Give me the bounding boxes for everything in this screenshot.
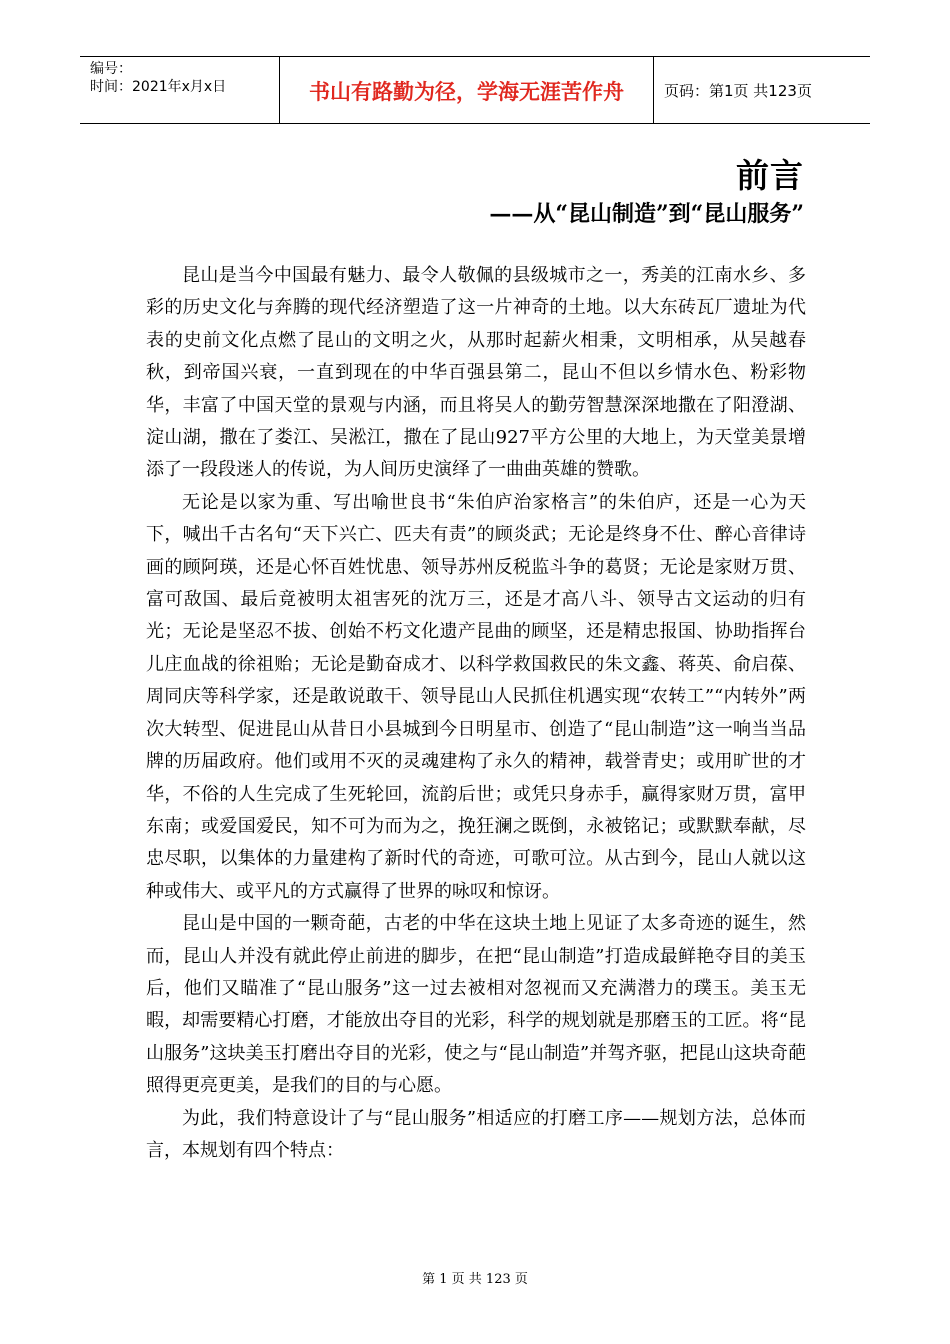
page-footer: 第 1 页 共 123 页 [422,1272,528,1287]
page-title: 前言 [736,156,804,195]
paragraph: 为此，我们特意设计了与“昆山服务”相适应的打磨工序——规划方法，总体而言，本规划有四个特点： [146,1107,806,1161]
header-page-info: 页码：第1页 共123页 [664,82,812,100]
page-header [80,56,870,124]
paragraph: 无论是以家为重、写出喻世良书“朱伯庐治家格言”的朱伯庐，还是一心为天下，喊出千古名句“天下兴亡、匹夫有责”的顾炎武；无论是终身不仕、醉心音律诗画的顾阿瑛，还是心怀百姓忧患、领导苏州反税监斗争的葛贤；无论是家财万贯、富可敌国、最后竟被明太祖害死的沈万三，还是才高八斗、领导古文运动的归有光；无论是坚忍不拔、创始不朽文化遗产昆曲的顾坚，还是精忠报国、协助指挥台儿庄血战的徐祖贻；无论是勤奋成才、以科学救国救民的朱文鑫、蒋英、俞启葆、周同庆等科学家，还是敢说敢干、领导昆山人民抓住机遇实现“农转工”“内转外”两次大转型、促进昆山从昔日小县城到今日明星市、创造了“昆山制造”这一响当当品牌的历届政府。他们或用不灭的灵魂建构了永久的精神，载誉青史；或用旷世的才华，不俗的人生完成了生死轮回，流韵后世；或凭只身赤手，赢得家财万贯，富甲东南；或爱国爱民，知不可为而为之，挽狂澜之既倒，永被铭记；或默默奉献，尽忠尽职，以集体的力量建构了新时代的奇迹，可歌可泣。从古到今，昆山人就以这种或伟大、或平凡的方式赢得了世界的咏叹和惊讶。 [146,491,806,902]
body-text [146,260,806,1167]
document-date: 时间：2021年x月x日 [90,79,227,95]
header-motto: 书山有路勤为径，学海无涯苦作舟 [280,57,654,124]
document-number-label: 编号： [90,61,132,77]
page-subtitle: ——从“昆山制造”到“昆山服务” [489,201,804,227]
paragraph: 昆山是当今中国最有魅力、最令人敬佩的县级城市之一，秀美的江南水乡、多彩的历史文化与奔腾的现代经济塑造了这一片神奇的土地。以大东砖瓦厂遗址为代表的史前文化点燃了昆山的文明之火，从那时起薪火相秉，文明相承，从吴越春秋，到帝国兴衰，一直到现在的中华百强县第二，昆山不但以乡情水色、粉彩物华，丰富了中国天堂的景观与内涵，而且将吴人的勤劳智慧深深地撒在了阳澄湖、淀山湖，撒在了娄江、吴淞江，撒在了昆山927平方公里的大地上，为天堂美景增添了一段段迷人的传说，为人间历史演绎了一曲曲英雄的赞歌。 [146,265,806,481]
header-meta [80,57,280,124]
paragraph: 昆山是中国的一颗奇葩，古老的中华在这块土地上见证了太多奇迹的诞生，然而，昆山人并没有就此停止前进的脚步，在把“昆山制造”打造成最鲜艳夺目的美玉后，他们又瞄准了“昆山服务”这一过去被相对忽视而又充满潜力的璞玉。美玉无暇，却需要精心打磨，才能放出夺目的光彩，科学的规划就是那磨玉的工匠。将“昆山服务”这块美玉打磨出夺目的光彩，使之与“昆山制造”并驾齐驱，把昆山这块奇葩照得更亮更美，是我们的目的与心愿。 [146,913,806,1097]
